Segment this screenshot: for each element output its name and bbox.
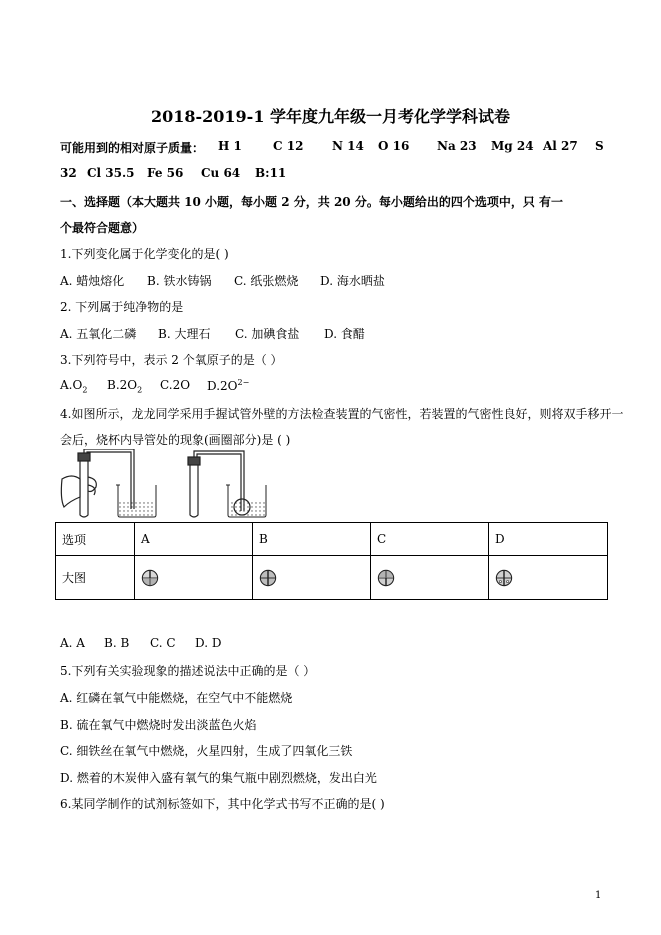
q4-option-a: A. A	[60, 636, 85, 650]
mass-item: H 1	[218, 139, 242, 153]
q4-option-b: B. B	[104, 636, 130, 650]
page-number: 1	[595, 890, 602, 901]
subscript: 2	[137, 385, 143, 395]
atomic-mass-label: 可能用到的相对原子质量：	[60, 141, 205, 155]
q1-option-b: B. 铁水铸锅	[147, 274, 212, 288]
q3-option-c	[160, 378, 190, 392]
mass-item: Mg 24	[491, 139, 534, 153]
mass-item: Al 27	[543, 139, 578, 153]
q5-option-d: D. 燃着的木炭伸入盛有氧气的集气瓶中剧烈燃烧，发出白光	[60, 771, 377, 785]
atomic-mass-line-1	[60, 139, 620, 155]
table-cell	[371, 556, 489, 600]
table-cell	[489, 556, 608, 600]
question-5-stem: 5.下列有关实验现象的描述说法中正确的是（ ）	[60, 664, 316, 678]
formula-text: A.O	[60, 378, 83, 392]
formula-text: B.2O	[107, 378, 138, 392]
q3-option-a	[60, 378, 87, 394]
q4-options-table	[55, 522, 608, 600]
mass-item: Fe 56	[147, 166, 184, 180]
mass-item: Cl 35.5	[87, 166, 135, 180]
mass-item: S	[595, 139, 604, 153]
table-header-cell: C	[371, 523, 489, 556]
table-row	[56, 523, 608, 556]
section-heading-cont: 个最符合题意）	[60, 221, 145, 235]
option-c-figure	[377, 569, 395, 587]
q3-option-d	[207, 378, 249, 393]
mass-item: C 12	[273, 139, 304, 153]
mass-item: B:11	[255, 166, 287, 180]
q1-option-c: C. 纸张燃烧	[234, 274, 299, 288]
table-cell	[135, 556, 253, 600]
question-4-stem-cont: 会后，烧杯内导管处的现象(画圈部分)是 ( )	[60, 433, 291, 447]
q4-option-c: C. C	[150, 636, 176, 650]
q1-option-d: D. 海水晒盐	[320, 274, 385, 288]
beaker-right	[226, 485, 266, 517]
question-1-stem: 1.下列变化属于化学变化的是( )	[60, 247, 229, 261]
mass-item: O 16	[378, 139, 410, 153]
apparatus-figure	[58, 449, 298, 519]
q5-option-b: B. 硫在氧气中燃烧时发出淡蓝色火焰	[60, 718, 257, 732]
q1-option-a: A. 蜡烛熔化	[60, 274, 125, 288]
table-row-label: 大图	[56, 556, 135, 600]
formula-text: C.2O	[160, 378, 191, 392]
question-4-stem: 4.如图所示，龙龙同学采用手握试管外壁的方法检查装置的气密性，若装置的气密性良好，则将双手移开一	[60, 407, 624, 421]
mass-item: N 14	[332, 139, 364, 153]
mass-item: Na 23	[437, 139, 477, 153]
q5-option-a: A. 红磷在氧气中能燃烧，在空气中不能燃烧	[60, 691, 293, 705]
table-cell	[253, 556, 371, 600]
beaker-left	[116, 485, 156, 517]
option-b-figure	[259, 569, 277, 587]
table-row	[56, 556, 608, 600]
mass-item: 32	[60, 166, 77, 180]
formula-text: D.2O	[207, 379, 238, 393]
q2-option-b: B. 大理石	[158, 327, 211, 341]
question-2-stem: 2. 下列属于纯净物的是	[60, 300, 184, 314]
table-header-cell: A	[135, 523, 253, 556]
option-a-figure	[141, 569, 159, 587]
question-3-stem: 3.下列符号中，表示 2 个氧原子的是（ ）	[60, 353, 283, 367]
section-heading: 一、选择题（本大题共 10 小题，每小题 2 分，共 20 分。每小题给出的四个选项中，只 有一	[60, 195, 563, 209]
q2-option-a: A. 五氧化二磷	[60, 327, 137, 341]
q2-option-d: D. 食醋	[324, 327, 365, 341]
question-6-stem: 6.某同学制作的试剂标签如下，其中化学式书写不正确的是( )	[60, 797, 385, 811]
q2-option-c: C. 加碘食盐	[235, 327, 300, 341]
mass-item: Cu 64	[201, 166, 241, 180]
table-header-cell: D	[489, 523, 608, 556]
option-d-figure	[495, 569, 513, 587]
superscript: 2−	[237, 378, 250, 387]
q5-option-c: C. 细铁丝在氧气中燃烧，火星四射，生成了四氧化三铁	[60, 744, 353, 758]
subscript: 2	[82, 385, 88, 395]
table-header-cell: B	[253, 523, 371, 556]
q4-option-d: D. D	[195, 636, 222, 650]
atomic-mass-line-2	[60, 166, 360, 182]
q3-option-b	[107, 378, 142, 394]
table-header-cell: 选项	[56, 523, 135, 556]
page-title: 2018-2019-1 学年度九年级一月考化学学科试卷	[150, 107, 511, 126]
